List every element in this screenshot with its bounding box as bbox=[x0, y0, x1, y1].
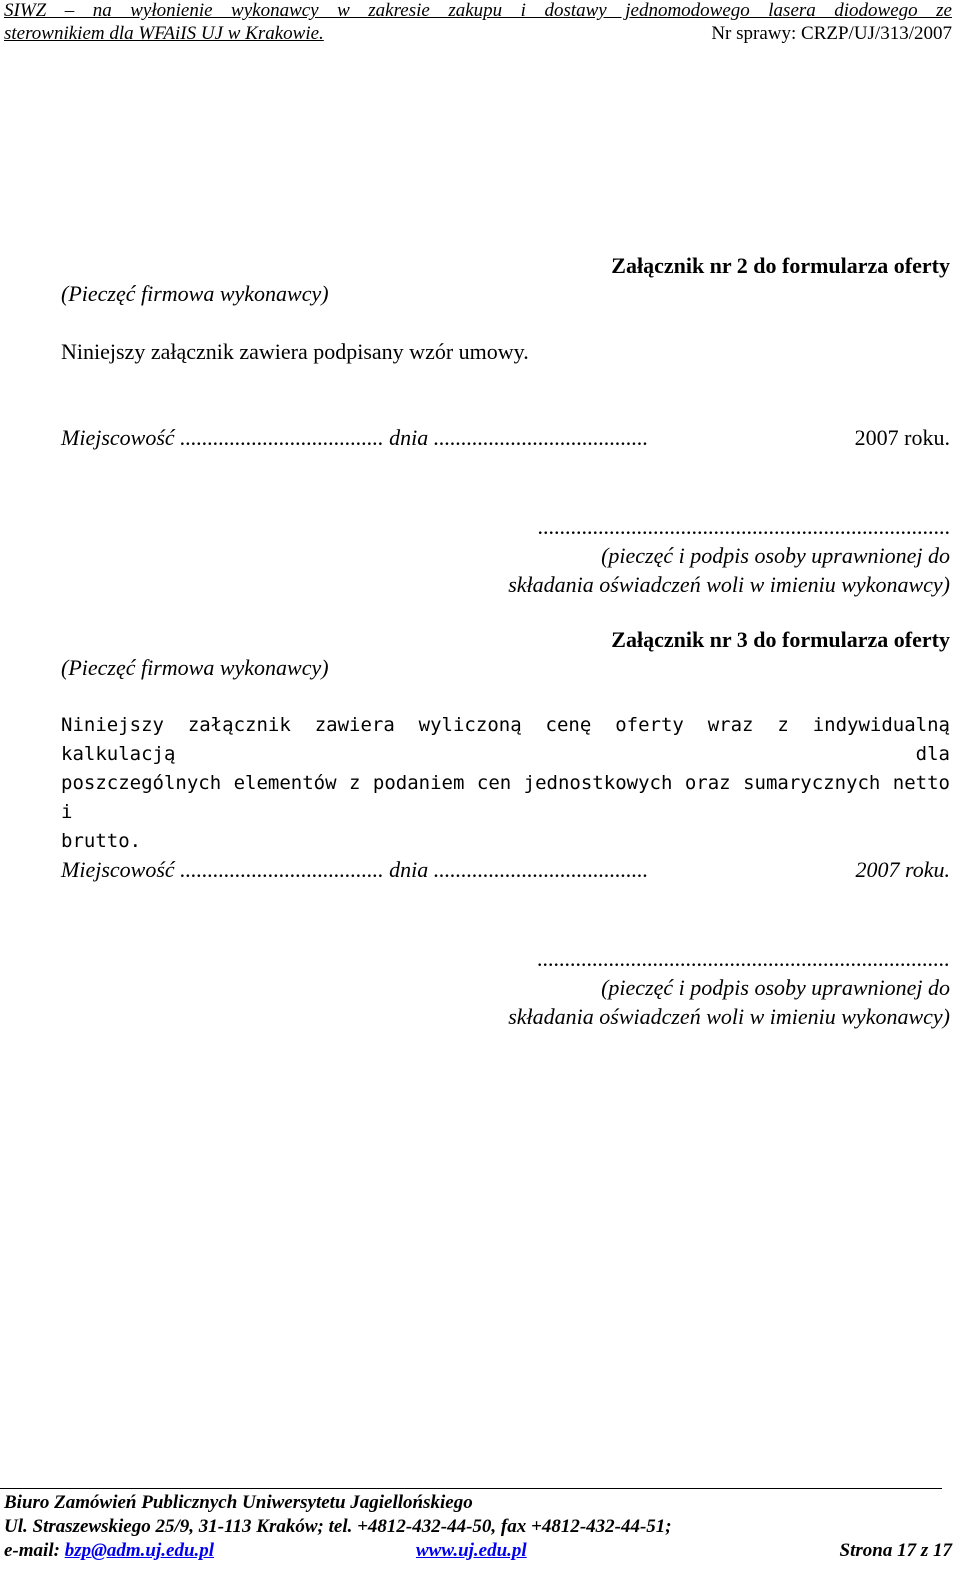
signature-caption-line1: (pieczęć i podpis osoby uprawnionej do bbox=[601, 543, 950, 568]
document-header-title bbox=[4, 0, 952, 22]
attachment-3-place-field: Miejscowość ..................................... dnia ....................................... bbox=[61, 857, 649, 882]
attachment-2-title: Załącznik nr 2 do formularza oferty bbox=[611, 253, 950, 278]
document-header-subtitle bbox=[4, 23, 952, 45]
attachment-3-company-stamp bbox=[61, 655, 329, 681]
footer-divider bbox=[0, 1488, 942, 1489]
attachment-3-description bbox=[61, 711, 950, 856]
signature-caption-line2: składania oświadczeń woli w imieniu wykonawcy) bbox=[508, 572, 950, 597]
attachment-3-year: 2007 roku. bbox=[855, 857, 950, 882]
attachment-2-signature-block bbox=[508, 512, 950, 599]
description-line2: poszczególnych elementów z podaniem cen jednostkowych oraz sumarycznych netto i bbox=[61, 772, 950, 823]
attachment-3-stamp-text: (Pieczęć firmowa wykonawcy) bbox=[61, 655, 329, 680]
attachment-2-place-field: Miejscowość ..................................... dnia ....................................... bbox=[61, 425, 649, 450]
description-line1: Niniejszy załącznik zawiera wyliczoną cenę oferty wraz z indywidualną kalkulacją dla bbox=[61, 714, 950, 765]
footer-address: Ul. Straszewskiego 25/9, 31-113 Kraków; tel. +4812-432-44-50, fax +4812-432-44-51; bbox=[4, 1516, 672, 1537]
page-number: Strona 17 z 17 bbox=[839, 1540, 952, 1561]
attachment-2-year: 2007 roku. bbox=[854, 425, 950, 450]
attachment-3-title: Załącznik nr 3 do formularza oferty bbox=[611, 627, 950, 652]
signature-line: ........................................................................... bbox=[537, 946, 950, 971]
signature-line: ........................................................................... bbox=[537, 514, 950, 539]
attachment-2-company-stamp: (Pieczęć firmowa wykonawcy) bbox=[61, 281, 329, 306]
attachment-2-description: Niniejszy załącznik zawiera podpisany wzór umowy. bbox=[61, 339, 529, 364]
description-line3: brutto. bbox=[61, 830, 142, 852]
case-number: Nr sprawy: CRZP/UJ/313/2007 bbox=[711, 23, 952, 44]
attachment-3-place-date bbox=[61, 857, 950, 883]
email-label: e-mail: bbox=[4, 1540, 60, 1561]
header-subtitle-text: sterownikiem dla WFAiIS UJ w Krakowie. bbox=[4, 23, 324, 44]
signature-caption-line1: (pieczęć i podpis osoby uprawnionej do bbox=[601, 975, 950, 1000]
footer-office-name: Biuro Zamówień Publicznych Uniwersytetu Jagiellońskiego bbox=[4, 1492, 473, 1513]
footer-contact bbox=[4, 1540, 952, 1562]
header-title-text: SIWZ – na wyłonienie wykonawcy w zakresie zakupu i dostawy jednomodowego lasera diodowego ze bbox=[4, 0, 952, 21]
attachment-3-signature-block bbox=[508, 944, 950, 1031]
website-link[interactable]: www.uj.edu.pl bbox=[416, 1540, 527, 1561]
signature-caption-line2: składania oświadczeń woli w imieniu wykonawcy) bbox=[508, 1004, 950, 1029]
email-link[interactable]: bzp@adm.uj.edu.pl bbox=[64, 1540, 215, 1561]
attachment-2-place-date bbox=[61, 425, 950, 451]
